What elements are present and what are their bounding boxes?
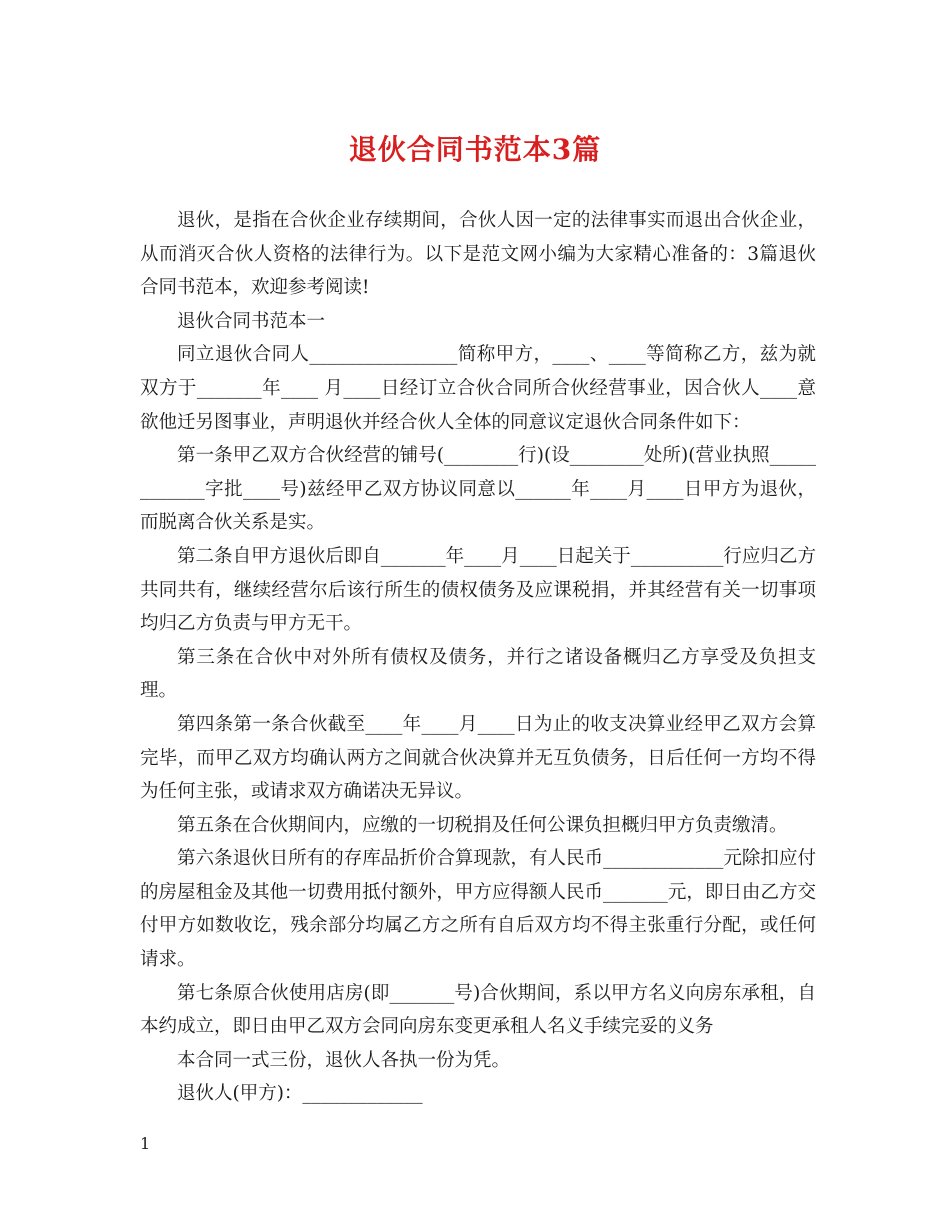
article-5: 第五条在合伙期间内，应缴的一切税捐及任何公课负担概归甲方负责缴清。 [177, 814, 788, 836]
article-1: 第一条甲乙双方合伙经营的铺号(________行)(设________处所)(营业执照____________字批____号)兹经甲乙双方协议同意以______年____月____日甲方为退伙，而脱离合伙关系是实。 [140, 445, 816, 534]
page-number: 1 [140, 1134, 151, 1153]
contract-preamble: 同立退伙合同人________________简称甲方，____、____等简称乙方，兹为就双方于_______年____ 月____日经订立合伙合同所合伙经营事业，因合伙人____意欲他迁另图事业，声明退伙并经合伙人全体的同意议定退伙合同条件如下： [140, 344, 816, 433]
article-3: 第三条在合伙中对外所有债权及债务，并行之诸设备概归乙方享受及负担支理。 [140, 646, 816, 702]
article-4: 第四条第一条合伙截至____年____月____日为止的收支决算业经甲乙双方会算完毕，而甲乙双方均确认两方之间就合伙决算并无互负债务，日后任何一方均不得为任何主张，或请求双方确诺决无异议。 [140, 713, 816, 803]
intro-paragraph: 退伙，是指在合伙企业存续期间，合伙人因一定的法律事实而退出合伙企业，从而消灭合伙人资格的法律行为。以下是范文网小编为大家精心准备的：3篇退伙合同书范本，欢迎参考阅读! [140, 210, 816, 299]
article-7: 第七条原合伙使用店房(即_______号)合伙期间，系以甲方名义向房东承租，自本约成立，即日由甲乙双方会同向房东变更承租人名义手续完妥的义务 [140, 982, 816, 1038]
article-6: 第六条退伙日所有的存库品折价合算现款，有人民币_____________元除扣应付的房屋租金及其他一切费用抵付额外，甲方应得额人民币_______元，即日由乙方交付甲方如数收讫，残余部分均属乙方之所有自后双方均不得主张重行分配，或任何请求。 [140, 848, 816, 971]
article-2: 第二条自甲方退伙后即自_______年____月____日起关于__________行应归乙方共同共有，继续经营尔后该行所生的债权债务及应课税捐，并其经营有关一切事项均归乙方负责与甲方无干。 [140, 545, 816, 635]
copies-clause: 本合同一式三份，退伙人各执一份为凭。 [177, 1049, 511, 1071]
document-body [140, 204, 816, 1111]
signature-line: 退伙人(甲方)：_____________ [177, 1083, 423, 1105]
section-heading: 退伙合同书范本一 [177, 310, 326, 332]
document-title: 退伙合同书范本3篇 [348, 133, 602, 166]
